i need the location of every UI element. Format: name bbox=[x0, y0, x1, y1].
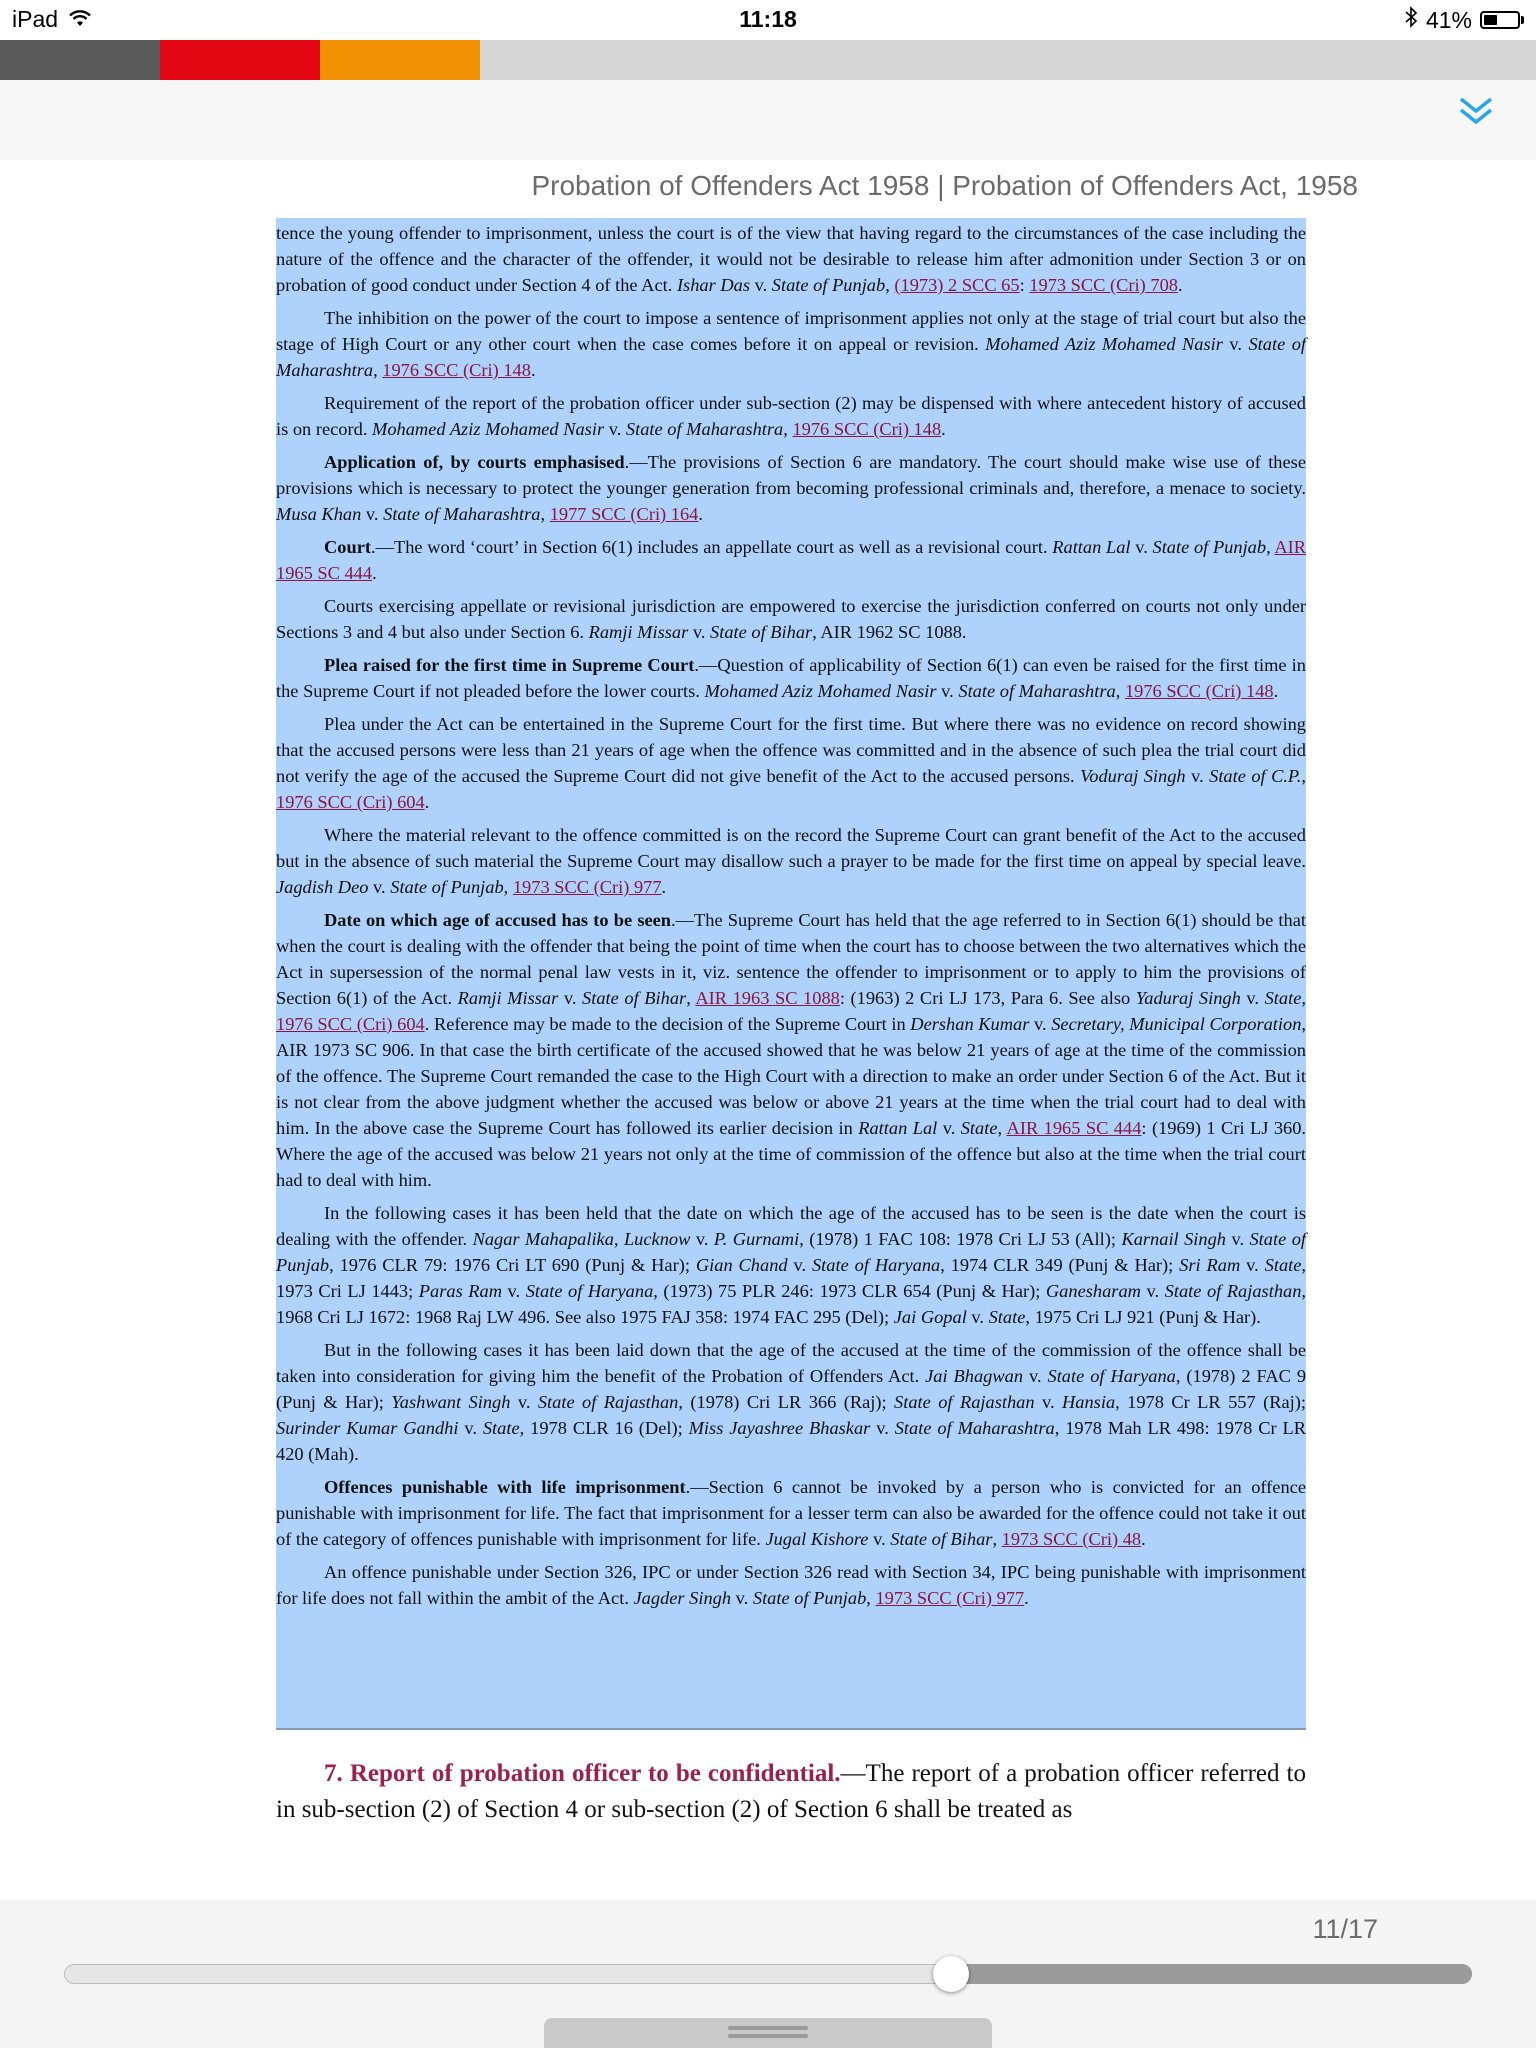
case-name: Jagder Singh bbox=[633, 1588, 732, 1608]
paragraph-text: , 1978 CLR 16 (Del); bbox=[519, 1418, 689, 1438]
paragraph-text: In the following cases it has been held that the date on which the age of the accused has to be seen is the date when the court is dealing with the offender. bbox=[276, 1203, 1306, 1249]
paragraph-text: , bbox=[686, 988, 696, 1008]
grip-line bbox=[728, 2026, 808, 2030]
tab-bar bbox=[0, 40, 1536, 80]
body-paragraph bbox=[276, 390, 1306, 442]
case-name: Voduraj Singh bbox=[1080, 766, 1186, 786]
paragraph-text: v. bbox=[1023, 1366, 1048, 1386]
paragraph-text: tence the young offender to imprisonment, unless the court is of the view that having regard to the circumstances of the case including the nature of the offence and the character of the offender, it would not be desirable to release him after admonition under Section 3 or on probation of good conduct under Section 4 of the Act. bbox=[276, 223, 1306, 295]
paragraph-heading: Plea raised for the first time in Supreme Court bbox=[324, 655, 695, 675]
paragraph-text: v. bbox=[690, 1229, 714, 1249]
case-name: State of Bihar bbox=[890, 1529, 993, 1549]
paragraph-heading: Court bbox=[324, 537, 371, 557]
body-paragraph bbox=[276, 1474, 1306, 1552]
case-name: Jai Bhagwan bbox=[925, 1366, 1024, 1386]
case-name: State of Maharashtra bbox=[276, 334, 1307, 380]
paragraph-text: The inhibition on the power of the court to impose a sentence of imprisonment applies not only at the stage of trial court but also the stage of High Court or any other court when the case comes before it on appeal or revision. bbox=[276, 308, 1306, 354]
citation-link[interactable]: AIR 1963 SC 1088 bbox=[695, 988, 840, 1008]
case-name: State bbox=[960, 1118, 998, 1138]
paragraph-text: , 1978 Cr LR 557 (Raj); bbox=[1115, 1392, 1307, 1412]
status-time: 11:18 bbox=[739, 6, 797, 32]
paragraph-text: , 1973 Cri LJ 1443; bbox=[276, 1255, 1307, 1301]
page-slider-thumb[interactable] bbox=[933, 1956, 969, 1992]
paragraph-text: But in the following cases it has been laid down that the age of the accused at the time of the commission of the offence shall be taken into consideration for giving him the benefit of the Probation of Offenders Act. bbox=[276, 1340, 1306, 1386]
citation-link[interactable]: AIR 1965 SC 444 bbox=[1006, 1118, 1142, 1138]
paragraph-text: , bbox=[997, 1118, 1007, 1138]
paragraph-text: An offence punishable under Section 326, IPC or under Section 326 read with Section 34, IPC being punishable with imprisonment for life does not fall within the ambit of the Act. bbox=[276, 1562, 1306, 1608]
battery-percent: 41% bbox=[1425, 6, 1472, 33]
paragraph-text: . bbox=[698, 504, 703, 524]
paragraph-text: , bbox=[992, 1529, 1002, 1549]
body-paragraph bbox=[276, 1559, 1306, 1611]
highlighted-text-block[interactable] bbox=[276, 218, 1306, 1730]
paragraph-text: v. bbox=[1185, 766, 1210, 786]
body-paragraph bbox=[276, 305, 1306, 383]
section-7-paragraph bbox=[276, 1756, 1306, 1828]
section-7-text: —The report of a probation officer referred to in sub-section (2) of Section 4 or sub-section (2) of Section 6 shall be treated as bbox=[276, 1760, 1306, 1823]
case-name: Sri Ram bbox=[1179, 1255, 1241, 1275]
paragraph-text: , 1968 Cri LJ 1672: 1968 Raj LW 496. See also 1975 FAJ 358: 1974 FAC 295 (Del); bbox=[276, 1281, 1307, 1327]
paragraph-text: Requirement of the report of the probation officer under sub-section (2) may be dispensed with where antecedent history of accused is on record. bbox=[276, 393, 1306, 439]
paragraph-text: .—Section 6 cannot be invoked by a person who is convicted for an offence punishable with imprisonment for life. The fact that imprisonment for a lesser term can also be awarded for the offence could not take it out of the category of offences punishable with imprisonment for life. bbox=[276, 1477, 1306, 1549]
case-name: State of Maharashtra bbox=[894, 1418, 1055, 1438]
paragraph-text: . bbox=[1273, 681, 1279, 701]
paragraph-text: , bbox=[885, 275, 895, 295]
paragraph-text: , 1974 CLR 349 (Punj & Har); bbox=[940, 1255, 1180, 1275]
case-name: Hansia bbox=[1062, 1392, 1116, 1412]
paragraph-text: , (1973) 75 PLR 246: 1973 CLR 654 (Punj & Har); bbox=[653, 1281, 1046, 1301]
paragraph-heading: Offences punishable with life imprisonment bbox=[324, 1477, 686, 1497]
paragraph-text: .—The Supreme Court has held that the age referred to in Section 6(1) should be that when the court is dealing with the offender that being the point of time when the court has to choose between the two alternatives which the Act in supersession of the normal penal law vests in it, viz. sentence the offender to imprisonment or to apply to him the provisions of Section 6(1) of the Act. bbox=[276, 910, 1306, 1008]
case-name: Mohamed Aziz Mohamed Nasir bbox=[704, 681, 937, 701]
case-name: Gian Chand bbox=[695, 1255, 788, 1275]
paragraph-text: v. bbox=[361, 504, 384, 524]
paragraph-text: v. bbox=[1029, 1014, 1052, 1034]
case-name: State of Maharashtra bbox=[958, 681, 1116, 701]
double-chevron-down-icon bbox=[1454, 90, 1498, 134]
case-name: State of Haryana bbox=[1047, 1366, 1176, 1386]
status-right bbox=[1404, 6, 1524, 34]
case-name: Mohamed Aziz Mohamed Nasir bbox=[985, 334, 1223, 354]
paragraph-text: v. bbox=[750, 275, 772, 295]
case-name: Ishar Das bbox=[676, 275, 750, 295]
paragraph-text: . bbox=[661, 877, 667, 897]
paragraph-text: . bbox=[941, 419, 946, 439]
status-bar bbox=[0, 0, 1536, 40]
paragraph-text: v. bbox=[936, 681, 959, 701]
paragraph-text: . bbox=[1024, 1588, 1029, 1608]
citation-link[interactable]: 1976 SCC (Cri) 148 bbox=[1124, 681, 1274, 701]
paragraph-text: v. bbox=[937, 1118, 961, 1138]
paragraph-text: , (1978) 1 FAC 108: 1978 Cri LJ 53 (All); bbox=[799, 1229, 1122, 1249]
paragraph-text: . bbox=[1141, 1529, 1146, 1549]
tab-red[interactable] bbox=[160, 40, 320, 80]
citation-link[interactable]: 1973 SCC (Cri) 977 bbox=[875, 1588, 1025, 1608]
case-name: State bbox=[1264, 1255, 1302, 1275]
paragraph-text: , bbox=[866, 1588, 876, 1608]
paragraph-text: v. bbox=[688, 622, 711, 642]
case-name: State of Punjab bbox=[390, 877, 504, 897]
body-paragraph bbox=[276, 652, 1306, 704]
case-name: State of Rajasthan bbox=[1164, 1281, 1302, 1301]
paragraph-text: v. bbox=[558, 988, 583, 1008]
paragraph-text: , bbox=[1301, 766, 1307, 786]
paragraph-text: v. bbox=[510, 1392, 538, 1412]
paragraph-text: , AIR 1962 SC 1088. bbox=[812, 622, 967, 642]
citation-link[interactable]: (1973) 2 SCC 65 bbox=[894, 275, 1020, 295]
paragraph-text: , bbox=[503, 877, 513, 897]
citation-link[interactable]: 1976 SCC (Cri) 604 bbox=[276, 1014, 425, 1034]
case-name: Jagdish Deo bbox=[276, 877, 369, 897]
case-name: State of Bihar bbox=[582, 988, 687, 1008]
paragraph-text: : bbox=[1019, 275, 1030, 295]
paragraph-text: v. bbox=[787, 1255, 812, 1275]
paragraph-text: v. bbox=[1140, 1281, 1165, 1301]
paragraph-text: , bbox=[1266, 537, 1275, 557]
toolbar bbox=[0, 80, 1536, 160]
case-name: State of Punjab bbox=[1152, 537, 1267, 557]
paragraph-text: : (1963) 2 Cri LJ 173, Para 6. See also bbox=[839, 988, 1136, 1008]
paragraph-text: v. bbox=[1130, 537, 1153, 557]
body-paragraph bbox=[276, 822, 1306, 900]
paragraph-text: v. bbox=[870, 1418, 895, 1438]
paragraph-text: v. bbox=[501, 1281, 526, 1301]
paragraph-text: Plea under the Act can be entertained in the Supreme Court for the first time. But where there was no evidence on record showing that the accused persons were less than 21 years of age when the offence was committed and in the absence of such plea the trial court did not verify the age of the accused the Supreme Court did not give benefit of the Act to the accused persons. bbox=[276, 714, 1306, 786]
paragraph-text: , AIR 1973 SC 906. In that case the birth certificate of the accused showed that he was below 21 years of age at the time of the commission of the offence. The Supreme Court remanded the case to the High Court with a direction to make an order under Section 6 of the Act. But it is not clear from the above judgment whether the accused was below or above 21 years at the time when the trial court had to deal with him. In the above case the Supreme Court has followed its earlier decision in bbox=[276, 1014, 1307, 1138]
body-paragraph bbox=[276, 1200, 1306, 1330]
page-indicator: 11/17 bbox=[1312, 1914, 1378, 1944]
citation-link[interactable]: 1973 SCC (Cri) 977 bbox=[512, 877, 662, 897]
page-slider-remaining bbox=[951, 1964, 1472, 1984]
paragraph-text: . bbox=[372, 563, 377, 583]
paragraph-text: v. bbox=[1222, 334, 1249, 354]
case-name: Paras Ram bbox=[418, 1281, 502, 1301]
paragraph-text: . bbox=[424, 792, 430, 812]
citation-link[interactable]: AIR 1965 SC 444 bbox=[276, 537, 1307, 583]
case-name: Dershan Kumar bbox=[910, 1014, 1030, 1034]
paragraph-text: , bbox=[373, 360, 383, 380]
case-name: Miss Jayashree Bhaskar bbox=[688, 1418, 871, 1438]
paragraph-heading: Application of, by courts emphasised bbox=[324, 452, 625, 472]
case-name: State of Punjab bbox=[276, 1229, 1307, 1275]
paragraph-text: .—The provisions of Section 6 are mandatory. The court should make wise use of these provisions which is necessary to protect the younger generation from becoming professional criminals and, therefore, a menace to society. bbox=[276, 452, 1306, 498]
grip-line bbox=[728, 2034, 808, 2038]
battery-icon bbox=[1480, 11, 1524, 29]
case-name: Mohamed Aziz Mohamed Nasir bbox=[372, 419, 605, 439]
paragraph-text: v. bbox=[368, 877, 391, 897]
case-name: State of Bihar bbox=[710, 622, 813, 642]
paragraph-text: : (1969) 1 Cri LJ 360. Where the age of the accused was below 21 years not only at the time of commission of the offence but also at the time when the trial court had to deal with him. bbox=[276, 1118, 1307, 1190]
citation-link[interactable]: 1976 SCC (Cri) 148 bbox=[792, 419, 942, 439]
body-paragraph bbox=[276, 907, 1306, 1193]
case-name: Ganesharam bbox=[1045, 1281, 1141, 1301]
case-name: Jugal Kishore bbox=[765, 1529, 869, 1549]
paragraph-text: v. bbox=[604, 419, 626, 439]
bottom-drawer-handle[interactable] bbox=[544, 2018, 992, 2048]
body-paragraph bbox=[276, 711, 1306, 815]
paragraph-text: , bbox=[1115, 681, 1125, 701]
paragraph-text: v. bbox=[1034, 1392, 1062, 1412]
case-name: State bbox=[1264, 988, 1302, 1008]
case-name: P. Gurnami bbox=[713, 1229, 800, 1249]
citation-link[interactable]: 1973 SCC (Cri) 48 bbox=[1001, 1529, 1142, 1549]
tab-dark[interactable] bbox=[0, 40, 160, 80]
paragraph-text: Courts exercising appellate or revisional jurisdiction are empowered to exercise the jurisdiction conferred on courts not only under Sections 3 and 4 but also under Section 6. bbox=[276, 596, 1306, 642]
paragraph-text: .—The word ‘court’ in Section 6(1) includes an appellate court as well as a revisional court. bbox=[371, 537, 1053, 557]
case-name: Rattan Lal bbox=[1052, 537, 1131, 557]
paragraph-text: v. bbox=[868, 1529, 891, 1549]
case-name: State of Haryana bbox=[525, 1281, 654, 1301]
paragraph-heading: Date on which age of accused has to be seen bbox=[324, 910, 672, 930]
case-name: State bbox=[482, 1418, 520, 1438]
case-name: State of Rajasthan bbox=[537, 1392, 679, 1412]
case-name: State of Maharashtra bbox=[383, 504, 541, 524]
bluetooth-icon bbox=[1404, 6, 1418, 34]
case-name: State of Punjab bbox=[771, 275, 886, 295]
paragraph-text: . Reference may be made to the decision of the Supreme Court in bbox=[424, 1014, 911, 1034]
paragraph-text: v. bbox=[458, 1418, 483, 1438]
paragraph-text: . bbox=[1177, 275, 1183, 295]
paragraph-text: v. bbox=[1226, 1229, 1250, 1249]
body-paragraph bbox=[276, 593, 1306, 645]
paragraph-text: v. bbox=[966, 1307, 989, 1327]
paragraph-text: , bbox=[540, 504, 550, 524]
paragraph-text: . bbox=[530, 360, 536, 380]
case-name: Ramji Missar bbox=[588, 622, 689, 642]
document-header: Probation of Offenders Act 1958 | Probation of Offenders Act, 1958 bbox=[531, 170, 1358, 201]
paragraph-text: v. bbox=[1240, 1255, 1265, 1275]
body-paragraph bbox=[276, 449, 1306, 527]
case-name: State of Maharashtra bbox=[625, 419, 784, 439]
citation-link[interactable]: 1977 SCC (Cri) 164 bbox=[549, 504, 699, 524]
paragraph-text: v. bbox=[731, 1588, 753, 1608]
citation-link[interactable]: 1973 SCC (Cri) 708 bbox=[1029, 275, 1178, 295]
case-name: State of C.P. bbox=[1209, 766, 1302, 786]
paragraph-text: , 1978 Mah LR 498: 1978 Cr LR 420 (Mah). bbox=[276, 1418, 1306, 1464]
case-name: Jai Gopal bbox=[893, 1307, 967, 1327]
case-name: State of Haryana bbox=[811, 1255, 941, 1275]
citation-link[interactable]: 1976 SCC (Cri) 148 bbox=[382, 360, 531, 380]
body-paragraph bbox=[276, 1337, 1306, 1467]
paragraph-text: , 1975 Cri LJ 921 (Punj & Har). bbox=[1025, 1307, 1261, 1327]
paragraph-text: , 1976 CLR 79: 1976 Cri LT 690 (Punj & Har); bbox=[329, 1255, 696, 1275]
case-name: State bbox=[988, 1307, 1026, 1327]
case-name: Musa Khan bbox=[276, 504, 362, 524]
case-name: State of Rajasthan bbox=[894, 1392, 1035, 1412]
body-paragraph bbox=[276, 220, 1306, 298]
section-7-heading: 7. Report of probation officer to be confidential. bbox=[324, 1760, 841, 1787]
case-name: Rattan Lal bbox=[858, 1118, 938, 1138]
case-name: State of Punjab bbox=[752, 1588, 867, 1608]
paragraph-text: , (1978) Cri LR 366 (Raj); bbox=[678, 1392, 895, 1412]
citation-link[interactable]: 1976 SCC (Cri) 604 bbox=[276, 792, 425, 812]
case-name: Nagar Mahapalika, Lucknow bbox=[472, 1229, 691, 1249]
body-paragraph bbox=[276, 534, 1306, 586]
paragraph-text: v. bbox=[1240, 988, 1265, 1008]
case-name: Yashwant Singh bbox=[391, 1392, 511, 1412]
case-name: Karnail Singh bbox=[1121, 1229, 1226, 1249]
case-name: Ramji Missar bbox=[457, 988, 559, 1008]
case-name: Surinder Kumar Gandhi bbox=[276, 1418, 459, 1438]
device-name: iPad bbox=[12, 6, 59, 32]
case-name: Yaduraj Singh bbox=[1135, 988, 1241, 1008]
case-name: Secretary, Municipal Corporation bbox=[1051, 1014, 1302, 1034]
collapse-toolbar-button[interactable] bbox=[1454, 90, 1498, 134]
paragraph-text: , (1978) 2 FAC 9 (Punj & Har); bbox=[276, 1366, 1307, 1412]
paragraph-text: .—Question of applicability of Section 6(1) can even be raised for the first time in the Supreme Court if not pleaded before the lower courts. bbox=[276, 655, 1306, 701]
paragraph-text: Where the material relevant to the offence committed is on the record the Supreme Court can grant benefit of the Act to the accused but in the absence of such material the Supreme Court may disallow such a prayer to be made for the first time on appeal by special leave. bbox=[276, 825, 1306, 871]
paragraph-text: , bbox=[1301, 988, 1306, 1008]
tab-orange[interactable] bbox=[320, 40, 480, 80]
paragraph-text: , bbox=[783, 419, 793, 439]
